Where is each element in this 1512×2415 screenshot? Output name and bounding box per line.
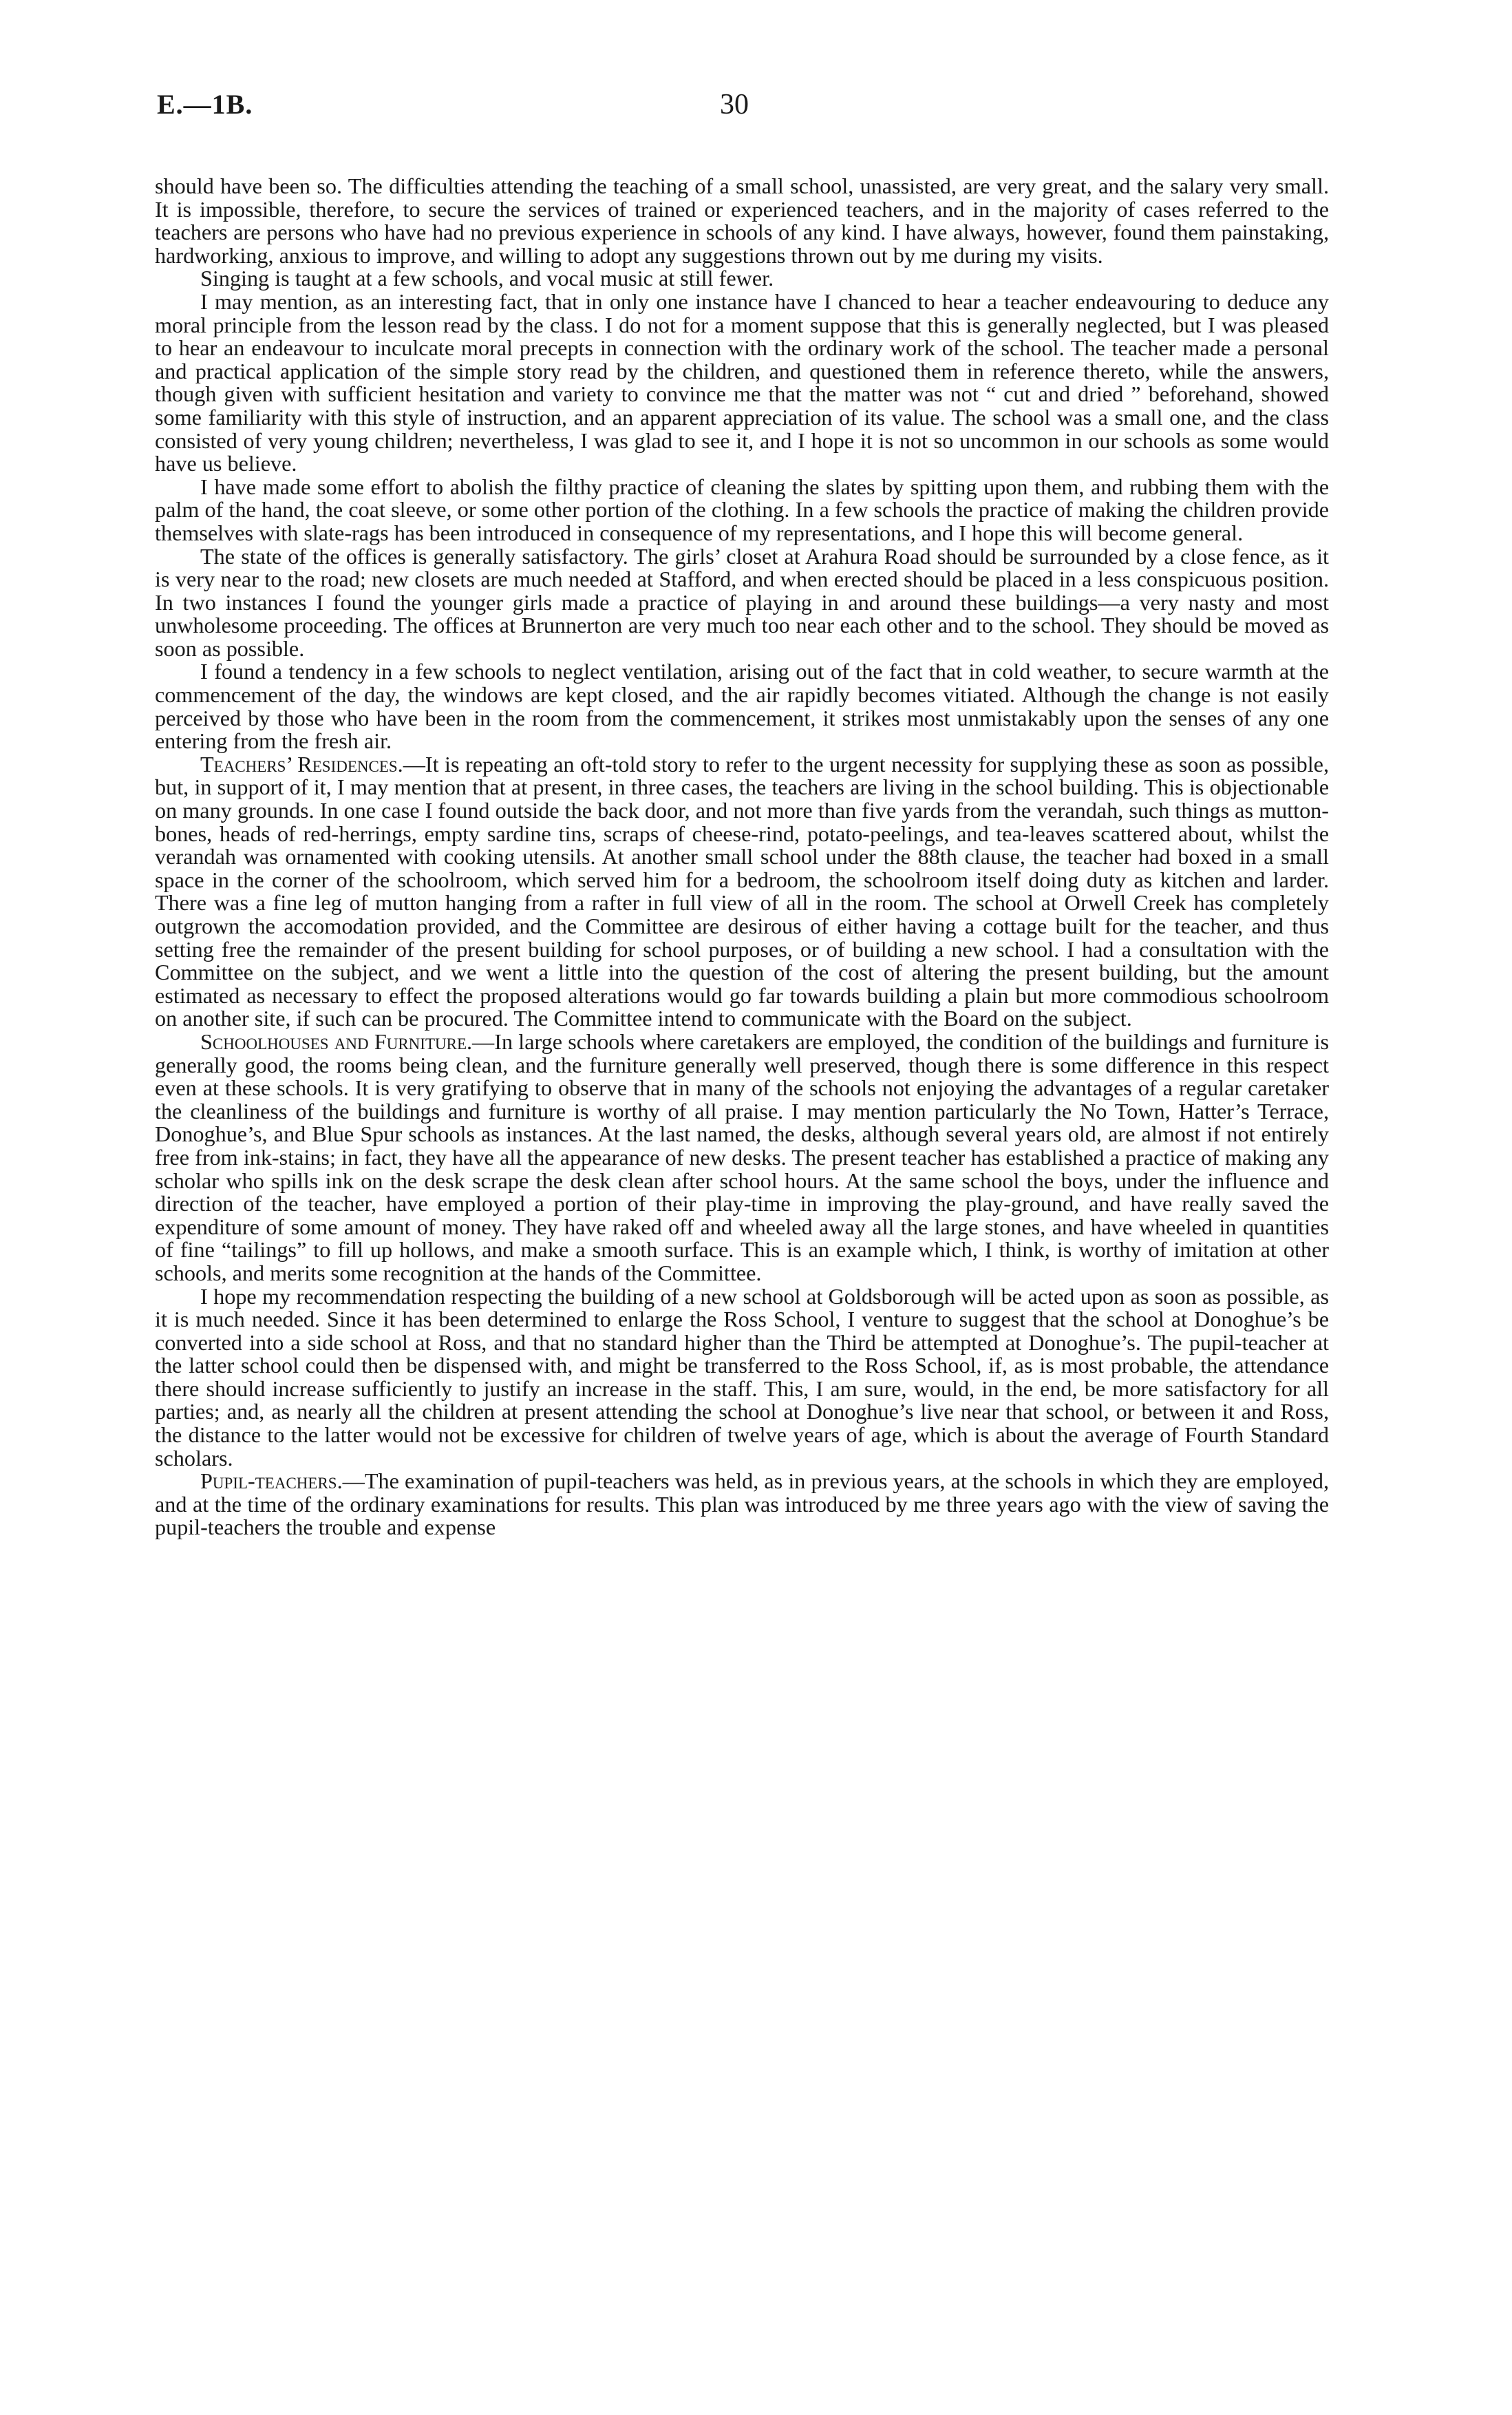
paragraph-offices xyxy=(155,545,1329,661)
section-heading: Pupil-teachers. xyxy=(200,1468,343,1494)
body-text xyxy=(155,175,1329,1539)
paragraph-ventilation xyxy=(155,660,1329,752)
paragraph-text: I found a tendency in a few schools to neglect ventilation, arising out of the fact that in cold weather, to secure warmth at the commencement of the day, the windows are kept closed, and the air rapidly becomes vitiated. Although the change is not easily perceived by those who have been in the room from the commencement, it strikes most unmistakably upon the senses of any one entering from the fresh air. xyxy=(155,659,1329,754)
paragraph-text: I hope my recommendation respecting the building of a new school at Goldsborough will be acted upon as soon as possible, as it is much needed. Since it has been determined to enlarge the Ross School, I venture to suggest that the school at Donoghue’s be converted into a side school at Ross, and that no standard higher than the Third be attempted at Donoghue’s. The pupil-teacher at the latter school could then be dispensed with, and might be transferred to the Ross School, if, as is most probable, the attendance there should increase sufficiently to justify an increase in the staff. This, I am sure, would, in the end, be more satisfactory for all parties; and, as nearly all the children at present attending the school at Donoghue’s live near that school, or between it and Ross, the distance to the latter would not be excessive for children of twelve years of age, which is about the average of Fourth Standard scholars. xyxy=(155,1283,1329,1470)
paragraph-text: —The examination of pupil-teachers was held, as in previous years, at the schools in which they are employed, and at the time of the ordinary examinations for results. This plan was introduced by me three years ago with the view of saving the pupil-teachers the trouble and expense xyxy=(155,1468,1329,1540)
paragraph-text: I may mention, as an interesting fact, that in only one instance have I chanced to hear a teacher endeavouring to deduce any moral principle from the lesson read by the class. I do not for a moment suppose that this is generally neglected, but I was pleased to hear an endeavour to inculcate moral precepts in connection with the ordinary work of the school. The teacher made a personal and practical application of the simple story read by the children, and questioned them in reference thereto, while the answers, though given with sufficient hesitation and variety to convince me that the matter was not “ cut and dried ” beforehand, showed some familiarity with this style of instruction, and an apparent appreciation of its value. The school was a small one, and the class consisted of very young children; nevertheless, I was glad to see it, and I hope it is not so uncommon in our schools as some would have us believe. xyxy=(155,288,1329,476)
paragraph-goldsborough xyxy=(155,1285,1329,1470)
page-header xyxy=(157,88,1327,143)
section-heading: Teachers’ Residences. xyxy=(200,751,403,777)
paragraph-schoolhouses-furniture xyxy=(155,1031,1329,1285)
paragraph-text: I have made some effort to abolish the filthy practice of cleaning the slates by spitting upon them, and rubbing them with the palm of the hand, the coat sleeve, or some other portion of the clothing. In a few schools the practice of making the children provide themselves with slate-rags has been introduced in consequence of my representations, and I hope this will become general. xyxy=(155,474,1329,545)
paragraph-singing xyxy=(155,267,1329,291)
page-number: 30 xyxy=(720,89,749,120)
document-reference: E.—1B. xyxy=(157,89,253,120)
paragraph-text: —In large schools where caretakers are employed, the condition of the buildings and furniture is generally good, the rooms being clean, and the furniture generally well preserved, though there is some difference in this respect even at these schools. It is very gratifying to observe that in many of the schools not enjoying the advantages of a regular caretaker the cleanliness of the buildings and furniture is worthy of all praise. I may mention particularly the No Town, Hatter’s Terrace, Donoghue’s, and Blue Spur schools as instances. At the last named, the desks, although several years old, are almost if not entirely free from ink-stains; in fact, they have all the appearance of new desks. The present teacher has established a practice of making any scholar who spills ink on the desk scrape the desk clean after school hours. At the same school the boys, under the influence and direction of the teacher, have employed a portion of their play-time in improving the play-ground, and have really saved the expenditure of some amount of money. They have raked off and wheeled away all the large stones, and have wheeled in quantities of fine “tailings” to fill up hollows, and make a smooth surface. This is an example which, I think, is worthy of imitation at other schools, and merits some recognition at the hands of the Committee. xyxy=(155,1029,1329,1285)
section-heading: Schoolhouses and Furniture. xyxy=(200,1029,473,1054)
paragraph-teachers-residences xyxy=(155,753,1329,1031)
paragraph-moral-instruction xyxy=(155,288,1329,476)
paragraph-text: The state of the offices is generally satisfactory. The girls’ closet at Arahura Road should be surrounded by a close fence, as it is very near to the road; new closets are much needed at Stafford, and when erected should be placed in a less conspicuous position. In two instances I found the younger girls made a practice of playing in and around these buildings—a very nasty and most unwholesome proceeding. The offices at Brunnerton are very much too near each other and to the school. They should be moved as soon as possible. xyxy=(155,543,1329,661)
paragraph-pupil-teachers xyxy=(155,1470,1329,1539)
paragraph-text: should have been so. The difficulties attending the teaching of a small school, unassisted, are very great, and the salary very small. It is impossible, therefore, to secure the services of trained or experienced teachers, and in the majority of cases referred to the teachers are persons who have had no previous experience in schools of any kind. I have always, however, found them painstaking, hardworking, anxious to improve, and willing to adopt any suggestions thrown out by me during my visits. xyxy=(155,173,1329,268)
paragraph-text: Singing is taught at a few schools, and vocal music at still fewer. xyxy=(200,266,774,291)
paragraph-text: —It is repeating an oft-told story to refer to the urgent necessity for supplying these as soon as possible, but, in support of it, I may mention that at present, in three cases, the teachers are living in the school building. This is objectionable on many grounds. In one case I found outside the back door, and not more than five yards from the verandah, such things as mutton-bones, heads of red-herrings, empty sardine tins, scraps of cheese-rind, potato-peelings, and tea-leaves scattered about, whilst the verandah was ornamented with cooking utensils. At another small school under the 88th clause, the teacher had boxed in a small space in the corner of the schoolroom, which served him for a bedroom, the schoolroom itself doing duty as kitchen and larder. There was a fine leg of mutton hanging from a rafter in full view of all in the room. The school at Orwell Creek has completely outgrown the accomodation provided, and the Committee are desirous of either having a cottage built for the teacher, and thus setting free the remainder of the present building for school purposes, or of building a new school. I had a consultation with the Committee on the subject, and we went a little into the question of the cost of altering the present building, but the amount estimated as necessary to effect the proposed alterations would go far towards building a plain but more commodious schoolroom on another site, if such can be procured. The Committee intend to communicate with the Board on the subject. xyxy=(155,751,1330,1031)
paragraph-continuation xyxy=(155,175,1329,267)
paragraph-slates xyxy=(155,476,1329,545)
